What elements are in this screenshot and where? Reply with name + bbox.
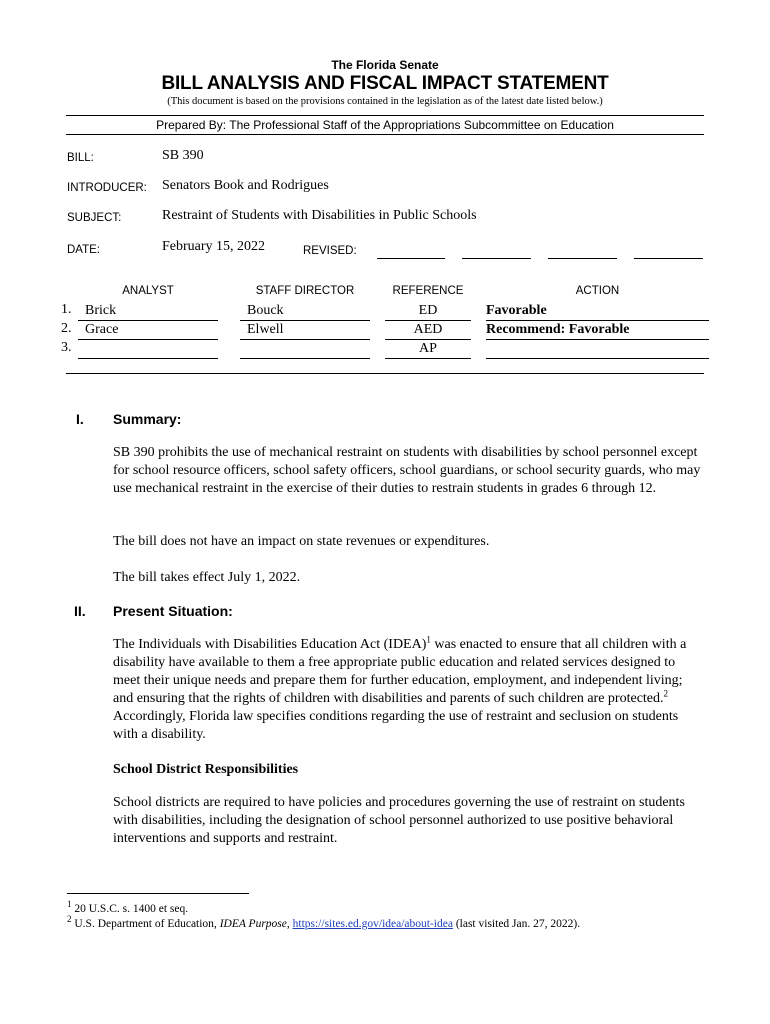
- summary-paragraph-1: SB 390 prohibits the use of mechanical restraint on students with disabilities by school personnel except for school resource officers, school safety officers, school guardians, or school security guards, who may use mechanical restraint in the exercise of their duties to restrain students in grades 6 through 12.: [113, 445, 701, 496]
- header-rule-bottom: [66, 134, 704, 135]
- action-cell: Recommend: Favorable: [486, 321, 709, 340]
- revised-label: REVISED:: [303, 245, 357, 257]
- staff-director-cell: [240, 340, 370, 359]
- table-bottom-rule: [66, 373, 704, 374]
- summary-paragraph-2: The bill does not have an impact on state revenues or expenditures.: [113, 534, 490, 549]
- section-title-present-situation: Present Situation:: [113, 603, 233, 619]
- reference-cell: AED: [385, 321, 471, 340]
- bill-label: BILL:: [67, 152, 94, 164]
- document-title: BILL ANALYSIS AND FISCAL IMPACT STATEMENT: [161, 73, 609, 94]
- reference-cell: AP: [385, 340, 471, 359]
- paragraph-text: The Individuals with Disabilities Education Act (IDEA): [113, 637, 427, 652]
- date-value: February 15, 2022: [162, 239, 266, 254]
- section-title-summary: Summary:: [113, 411, 182, 427]
- header-rule-top: [66, 115, 704, 116]
- date-label: DATE:: [67, 244, 101, 256]
- introducer-value: Senators Book and Rodrigues: [162, 178, 329, 193]
- prepared-by: Prepared By: The Professional Staff of the Appropriations Subcommittee on Education: [156, 118, 614, 132]
- column-header-action: ACTION: [575, 285, 620, 297]
- footnote-italic-title: IDEA Purpose: [219, 918, 287, 930]
- footnote-link[interactable]: https://sites.ed.gov/idea/about-idea: [292, 918, 453, 930]
- footnote-separator: [67, 893, 249, 894]
- revised-blank-4: [634, 258, 703, 259]
- footnote-2: [67, 914, 581, 931]
- column-header-analyst: ANALYST: [122, 285, 174, 297]
- reference-cell: ED: [385, 302, 471, 321]
- organization-name: The Florida Senate: [331, 58, 439, 72]
- bill-value: SB 390: [162, 148, 204, 163]
- footnote-text: U.S. Department of Education,: [71, 918, 220, 930]
- row-number: 3.: [61, 340, 72, 355]
- footnote-text: 20 U.S.C. s. 1400 et seq.: [71, 903, 189, 915]
- staff-director-cell: Elwell: [240, 321, 370, 340]
- present-situation-paragraph-2: School districts are required to have policies and procedures governing the use of restraint on students with disabilities, including the designation of school personnel authorized to use positive behavioral interventions and supports and restraint.: [113, 795, 685, 846]
- footnote-number: 2: [67, 914, 72, 925]
- revised-blank-3: [548, 258, 617, 259]
- analyst-cell: [78, 340, 218, 359]
- document-note: (This document is based on the provisions contained in the legislation as of the latest date listed below.): [167, 96, 603, 107]
- column-header-reference: REFERENCE: [392, 285, 464, 297]
- paragraph-text: Accordingly, Florida law specifies conditions regarding the use of restraint and seclusion on students with a disability.: [113, 709, 679, 742]
- row-number: 1.: [61, 302, 72, 317]
- column-header-staff-director: STAFF DIRECTOR: [255, 285, 355, 297]
- footnote-number: 1: [67, 899, 72, 910]
- staff-director-cell: Bouck: [240, 302, 370, 321]
- analyst-cell: Grace: [78, 321, 218, 340]
- analyst-cell: Brick: [78, 302, 218, 321]
- footnote-text: ,: [286, 918, 293, 930]
- subject-label: SUBJECT:: [67, 212, 122, 224]
- section-number: I.: [76, 411, 84, 427]
- revised-blank-1: [377, 258, 445, 259]
- paragraph-text: was enacted to ensure that all children with a disability have available to them a free appropriate public education and related services designed to meet their unique needs and prepare them for further education, employment, and independent living; and ensuring that the rights of children with disabilities and parents of such children are protected.: [113, 637, 687, 706]
- subject-value: Restraint of Students with Disabilities in Public Schools: [162, 208, 477, 223]
- action-cell: Favorable: [486, 302, 709, 321]
- action-cell: [486, 340, 709, 359]
- footnote-1: [67, 899, 189, 916]
- footnote-ref-1[interactable]: 1: [426, 634, 431, 645]
- summary-paragraph-3: The bill takes effect July 1, 2022.: [113, 570, 301, 585]
- row-number: 2.: [61, 321, 72, 336]
- footnote-ref-2[interactable]: 2: [663, 688, 669, 699]
- subheading-school-district-responsibilities: School District Responsibilities: [113, 762, 299, 777]
- footnote-text: (last visited Jan. 27, 2022).: [452, 918, 581, 930]
- section-number: II.: [74, 603, 86, 619]
- introducer-label: INTRODUCER:: [67, 182, 147, 194]
- revised-blank-2: [462, 258, 531, 259]
- present-situation-paragraph-1: [113, 636, 703, 744]
